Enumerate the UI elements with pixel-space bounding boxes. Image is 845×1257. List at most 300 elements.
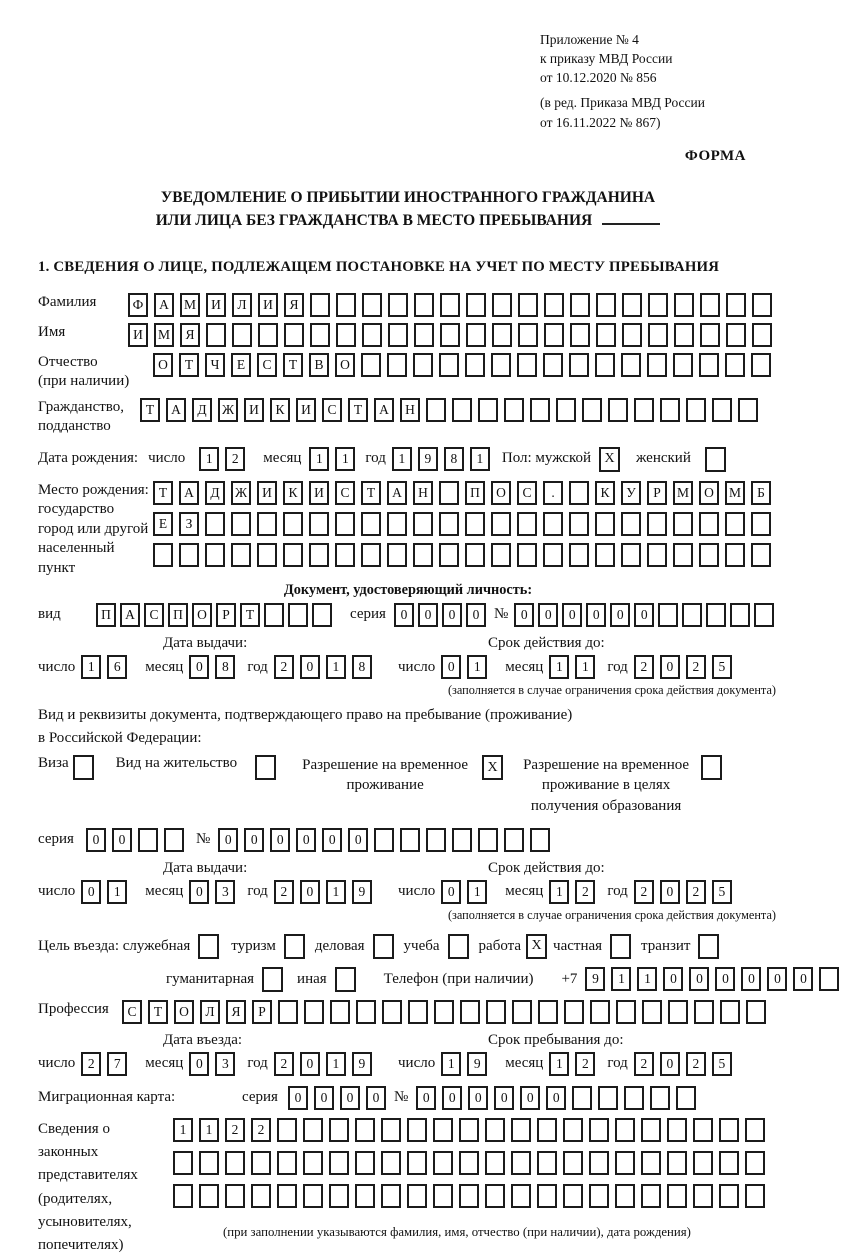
char-box[interactable] [179,543,199,567]
char-box[interactable]: Т [140,398,160,422]
char-box[interactable] [381,1118,401,1142]
char-box[interactable]: 1 [467,880,487,904]
char-box[interactable]: О [174,1000,194,1024]
char-box[interactable]: 1 [575,655,595,679]
char-box[interactable] [621,543,641,567]
char-box[interactable] [492,293,512,317]
char-box[interactable]: 0 [300,1052,320,1076]
char-box[interactable] [459,1118,479,1142]
char-box[interactable]: Ф [128,293,148,317]
char-box[interactable]: Т [153,481,173,505]
char-box[interactable]: 0 [348,828,368,852]
char-box[interactable] [563,1151,583,1175]
char-box[interactable] [511,1151,531,1175]
char-box[interactable] [329,1118,349,1142]
char-box[interactable]: М [725,481,745,505]
char-box[interactable] [485,1151,505,1175]
char-box[interactable]: 0 [689,967,709,991]
char-box[interactable] [440,293,460,317]
char-box[interactable] [361,543,381,567]
char-box[interactable] [434,1000,454,1024]
char-box[interactable]: 1 [107,880,127,904]
char-box[interactable] [595,543,615,567]
char-box[interactable] [647,353,667,377]
char-box[interactable] [309,543,329,567]
char-box[interactable] [413,353,433,377]
char-box[interactable] [388,293,408,317]
char-box[interactable]: 8 [215,655,235,679]
char-box[interactable] [407,1118,427,1142]
char-box[interactable]: 2 [251,1118,271,1142]
char-box[interactable]: 9 [585,967,605,991]
char-box[interactable]: 0 [442,603,462,627]
char-box[interactable] [413,543,433,567]
char-box[interactable] [478,828,498,852]
char-box[interactable] [589,1118,609,1142]
char-box[interactable]: И [206,293,226,317]
char-box[interactable] [303,1118,323,1142]
char-box[interactable]: К [595,481,615,505]
char-box[interactable]: 0 [660,880,680,904]
char-box[interactable]: 0 [189,655,209,679]
char-box[interactable] [596,293,616,317]
char-box[interactable]: 0 [394,603,414,627]
char-box[interactable] [726,293,746,317]
char-box[interactable] [624,1086,644,1110]
char-box[interactable]: 0 [441,655,461,679]
char-box[interactable] [517,512,537,536]
char-box[interactable]: П [465,481,485,505]
char-box[interactable]: 2 [274,880,294,904]
char-box[interactable] [699,353,719,377]
char-box[interactable] [225,1151,245,1175]
char-box[interactable] [465,543,485,567]
char-box[interactable] [362,323,382,347]
char-box[interactable]: Д [205,481,225,505]
char-box[interactable] [693,1118,713,1142]
male-checkbox[interactable]: X [599,447,620,472]
char-box[interactable] [486,1000,506,1024]
char-box[interactable]: 0 [218,828,238,852]
char-box[interactable] [459,1184,479,1208]
char-box[interactable] [622,293,642,317]
char-box[interactable] [648,323,668,347]
char-box[interactable] [400,828,420,852]
char-box[interactable]: 9 [352,880,372,904]
char-box[interactable]: 0 [586,603,606,627]
char-box[interactable]: М [180,293,200,317]
char-box[interactable] [726,323,746,347]
char-box[interactable] [439,481,459,505]
char-box[interactable]: 0 [663,967,683,991]
char-box[interactable]: 0 [634,603,654,627]
char-box[interactable]: 3 [215,880,235,904]
char-box[interactable] [310,293,330,317]
char-box[interactable] [232,323,252,347]
char-box[interactable] [452,828,472,852]
char-box[interactable]: 8 [352,655,372,679]
char-box[interactable] [537,1184,557,1208]
char-box[interactable]: Р [252,1000,272,1024]
char-box[interactable]: Т [179,353,199,377]
char-box[interactable] [485,1118,505,1142]
char-box[interactable]: 0 [340,1086,360,1110]
char-box[interactable] [413,512,433,536]
char-box[interactable] [754,603,774,627]
char-box[interactable]: А [387,481,407,505]
char-box[interactable] [414,323,434,347]
transit-checkbox[interactable] [698,934,719,959]
char-box[interactable]: 1 [467,655,487,679]
char-box[interactable]: К [283,481,303,505]
char-box[interactable]: 9 [467,1052,487,1076]
char-box[interactable] [751,353,771,377]
char-box[interactable] [686,398,706,422]
char-box[interactable]: 2 [274,655,294,679]
char-box[interactable]: 2 [634,655,654,679]
char-box[interactable]: 0 [189,1052,209,1076]
char-box[interactable] [725,512,745,536]
char-box[interactable]: 0 [715,967,735,991]
char-box[interactable] [478,398,498,422]
char-box[interactable]: 5 [712,880,732,904]
char-box[interactable]: В [309,353,329,377]
char-box[interactable] [615,1151,635,1175]
char-box[interactable] [511,1184,531,1208]
char-box[interactable] [530,398,550,422]
char-box[interactable]: 0 [793,967,813,991]
char-box[interactable] [706,603,726,627]
char-box[interactable] [725,543,745,567]
char-box[interactable] [381,1151,401,1175]
char-box[interactable] [225,1184,245,1208]
char-box[interactable]: 1 [637,967,657,991]
char-box[interactable] [544,323,564,347]
char-box[interactable]: 0 [741,967,761,991]
char-box[interactable]: 1 [81,655,101,679]
char-box[interactable]: О [192,603,212,627]
char-box[interactable] [641,1184,661,1208]
char-box[interactable] [641,1151,661,1175]
char-box[interactable]: П [168,603,188,627]
char-box[interactable]: О [153,353,173,377]
char-box[interactable]: О [491,481,511,505]
char-box[interactable] [543,512,563,536]
char-box[interactable] [543,543,563,567]
char-box[interactable] [746,1000,766,1024]
char-box[interactable]: 1 [392,447,412,471]
char-box[interactable] [751,512,771,536]
char-box[interactable] [595,512,615,536]
char-box[interactable] [569,481,589,505]
char-box[interactable] [336,293,356,317]
char-box[interactable]: 1 [326,880,346,904]
char-box[interactable] [231,543,251,567]
char-box[interactable]: 0 [520,1086,540,1110]
char-box[interactable] [382,1000,402,1024]
char-box[interactable] [674,323,694,347]
char-box[interactable] [439,353,459,377]
char-box[interactable] [329,1151,349,1175]
char-box[interactable]: 2 [225,447,245,471]
char-box[interactable] [752,293,772,317]
char-box[interactable] [439,512,459,536]
char-box[interactable] [277,1151,297,1175]
char-box[interactable] [556,398,576,422]
char-box[interactable] [616,1000,636,1024]
char-box[interactable] [153,543,173,567]
char-box[interactable] [439,543,459,567]
char-box[interactable] [335,543,355,567]
char-box[interactable]: 0 [300,880,320,904]
char-box[interactable] [485,1184,505,1208]
char-box[interactable] [615,1118,635,1142]
char-box[interactable] [673,353,693,377]
char-box[interactable] [569,512,589,536]
char-box[interactable] [426,828,446,852]
tourism-checkbox[interactable] [284,934,305,959]
char-box[interactable] [641,1118,661,1142]
char-box[interactable] [355,1184,375,1208]
char-box[interactable] [355,1151,375,1175]
char-box[interactable] [206,323,226,347]
char-box[interactable] [595,353,615,377]
char-box[interactable]: Л [232,293,252,317]
char-box[interactable] [647,543,667,567]
char-box[interactable]: 0 [494,1086,514,1110]
char-box[interactable] [658,603,678,627]
char-box[interactable] [569,543,589,567]
char-box[interactable]: А [179,481,199,505]
char-box[interactable] [598,1086,618,1110]
char-box[interactable] [388,323,408,347]
char-box[interactable] [682,603,702,627]
char-box[interactable]: А [120,603,140,627]
char-box[interactable] [257,512,277,536]
char-box[interactable]: 0 [300,655,320,679]
char-box[interactable] [819,967,839,991]
char-box[interactable] [621,512,641,536]
char-box[interactable] [752,323,772,347]
char-box[interactable] [312,603,332,627]
char-box[interactable] [712,398,732,422]
char-box[interactable]: 0 [112,828,132,852]
char-box[interactable]: 9 [352,1052,372,1076]
char-box[interactable]: 0 [660,655,680,679]
char-box[interactable] [537,1118,557,1142]
char-box[interactable] [667,1184,687,1208]
char-box[interactable] [699,512,719,536]
char-box[interactable] [387,512,407,536]
char-box[interactable]: 1 [611,967,631,991]
char-box[interactable]: 0 [546,1086,566,1110]
char-box[interactable] [518,293,538,317]
char-box[interactable] [452,398,472,422]
char-box[interactable] [288,603,308,627]
char-box[interactable] [667,1118,687,1142]
char-box[interactable] [361,512,381,536]
char-box[interactable] [387,353,407,377]
char-box[interactable] [407,1151,427,1175]
char-box[interactable] [673,512,693,536]
char-box[interactable] [693,1184,713,1208]
char-box[interactable] [173,1184,193,1208]
char-box[interactable]: 2 [575,1052,595,1076]
char-box[interactable] [693,1151,713,1175]
char-box[interactable]: 0 [189,880,209,904]
char-box[interactable]: Я [284,293,304,317]
char-box[interactable]: 0 [366,1086,386,1110]
char-box[interactable]: 8 [444,447,464,471]
char-box[interactable]: Е [153,512,173,536]
char-box[interactable] [414,293,434,317]
char-box[interactable]: Е [231,353,251,377]
char-box[interactable] [205,512,225,536]
char-box[interactable]: Р [647,481,667,505]
char-box[interactable]: 0 [244,828,264,852]
char-box[interactable] [408,1000,428,1024]
char-box[interactable] [694,1000,714,1024]
char-box[interactable]: 0 [562,603,582,627]
char-box[interactable]: И [296,398,316,422]
char-box[interactable] [173,1151,193,1175]
char-box[interactable]: 2 [686,880,706,904]
char-box[interactable]: 0 [81,880,101,904]
char-box[interactable]: З [179,512,199,536]
char-box[interactable]: О [699,481,719,505]
char-box[interactable]: И [309,481,329,505]
char-box[interactable] [426,398,446,422]
char-box[interactable]: 2 [686,1052,706,1076]
char-box[interactable] [231,512,251,536]
char-box[interactable]: Н [413,481,433,505]
char-box[interactable]: 1 [441,1052,461,1076]
char-box[interactable] [673,543,693,567]
char-box[interactable] [650,1086,670,1110]
char-box[interactable] [381,1184,401,1208]
char-box[interactable] [518,323,538,347]
char-box[interactable]: Т [283,353,303,377]
char-box[interactable] [138,828,158,852]
char-box[interactable]: 0 [466,603,486,627]
char-box[interactable]: Я [180,323,200,347]
char-box[interactable] [530,828,550,852]
char-box[interactable]: 5 [712,655,732,679]
char-box[interactable] [700,293,720,317]
char-box[interactable]: 2 [634,1052,654,1076]
char-box[interactable]: П [96,603,116,627]
work-checkbox[interactable]: X [526,934,547,959]
char-box[interactable] [699,543,719,567]
char-box[interactable] [700,323,720,347]
char-box[interactable]: 1 [326,1052,346,1076]
char-box[interactable]: 0 [468,1086,488,1110]
char-box[interactable] [621,353,641,377]
char-box[interactable]: 1 [199,447,219,471]
char-box[interactable]: 2 [686,655,706,679]
char-box[interactable] [309,512,329,536]
char-box[interactable]: И [128,323,148,347]
char-box[interactable] [745,1151,765,1175]
char-box[interactable] [440,323,460,347]
char-box[interactable]: Н [400,398,420,422]
private-checkbox[interactable] [610,934,631,959]
char-box[interactable] [544,293,564,317]
char-box[interactable]: С [335,481,355,505]
char-box[interactable] [335,512,355,536]
char-box[interactable] [668,1000,688,1024]
char-box[interactable]: 7 [107,1052,127,1076]
char-box[interactable] [615,1184,635,1208]
char-box[interactable] [336,323,356,347]
char-box[interactable]: 5 [712,1052,732,1076]
char-box[interactable]: 1 [549,880,569,904]
char-box[interactable] [538,1000,558,1024]
char-box[interactable]: С [517,481,537,505]
char-box[interactable] [517,353,537,377]
char-box[interactable] [751,543,771,567]
char-box[interactable]: 1 [173,1118,193,1142]
char-box[interactable]: Ч [205,353,225,377]
char-box[interactable] [572,1086,592,1110]
char-box[interactable] [512,1000,532,1024]
char-box[interactable] [433,1151,453,1175]
char-box[interactable]: 0 [610,603,630,627]
char-box[interactable] [642,1000,662,1024]
char-box[interactable] [284,323,304,347]
char-box[interactable] [205,543,225,567]
char-box[interactable]: О [335,353,355,377]
char-box[interactable] [622,323,642,347]
char-box[interactable]: 0 [314,1086,334,1110]
char-box[interactable] [465,353,485,377]
char-box[interactable] [466,293,486,317]
char-box[interactable]: К [270,398,290,422]
char-box[interactable]: А [166,398,186,422]
char-box[interactable] [563,1118,583,1142]
char-box[interactable]: 1 [470,447,490,471]
char-box[interactable] [491,512,511,536]
visa-checkbox[interactable] [73,755,94,780]
char-box[interactable]: 0 [288,1086,308,1110]
char-box[interactable]: 2 [225,1118,245,1142]
char-box[interactable] [283,543,303,567]
char-box[interactable] [251,1184,271,1208]
char-box[interactable] [745,1184,765,1208]
char-box[interactable]: 6 [107,655,127,679]
char-box[interactable] [719,1184,739,1208]
char-box[interactable]: 2 [575,880,595,904]
char-box[interactable]: Р [216,603,236,627]
char-box[interactable]: 3 [215,1052,235,1076]
char-box[interactable]: Т [361,481,381,505]
char-box[interactable] [564,1000,584,1024]
char-box[interactable] [511,1118,531,1142]
char-box[interactable] [356,1000,376,1024]
char-box[interactable] [164,828,184,852]
char-box[interactable] [459,1151,479,1175]
char-box[interactable] [283,512,303,536]
char-box[interactable]: У [621,481,641,505]
char-box[interactable] [730,603,750,627]
char-box[interactable]: Ж [218,398,238,422]
char-box[interactable] [407,1184,427,1208]
char-box[interactable] [258,323,278,347]
char-box[interactable]: М [673,481,693,505]
char-box[interactable] [504,828,524,852]
char-box[interactable] [589,1184,609,1208]
char-box[interactable] [361,353,381,377]
